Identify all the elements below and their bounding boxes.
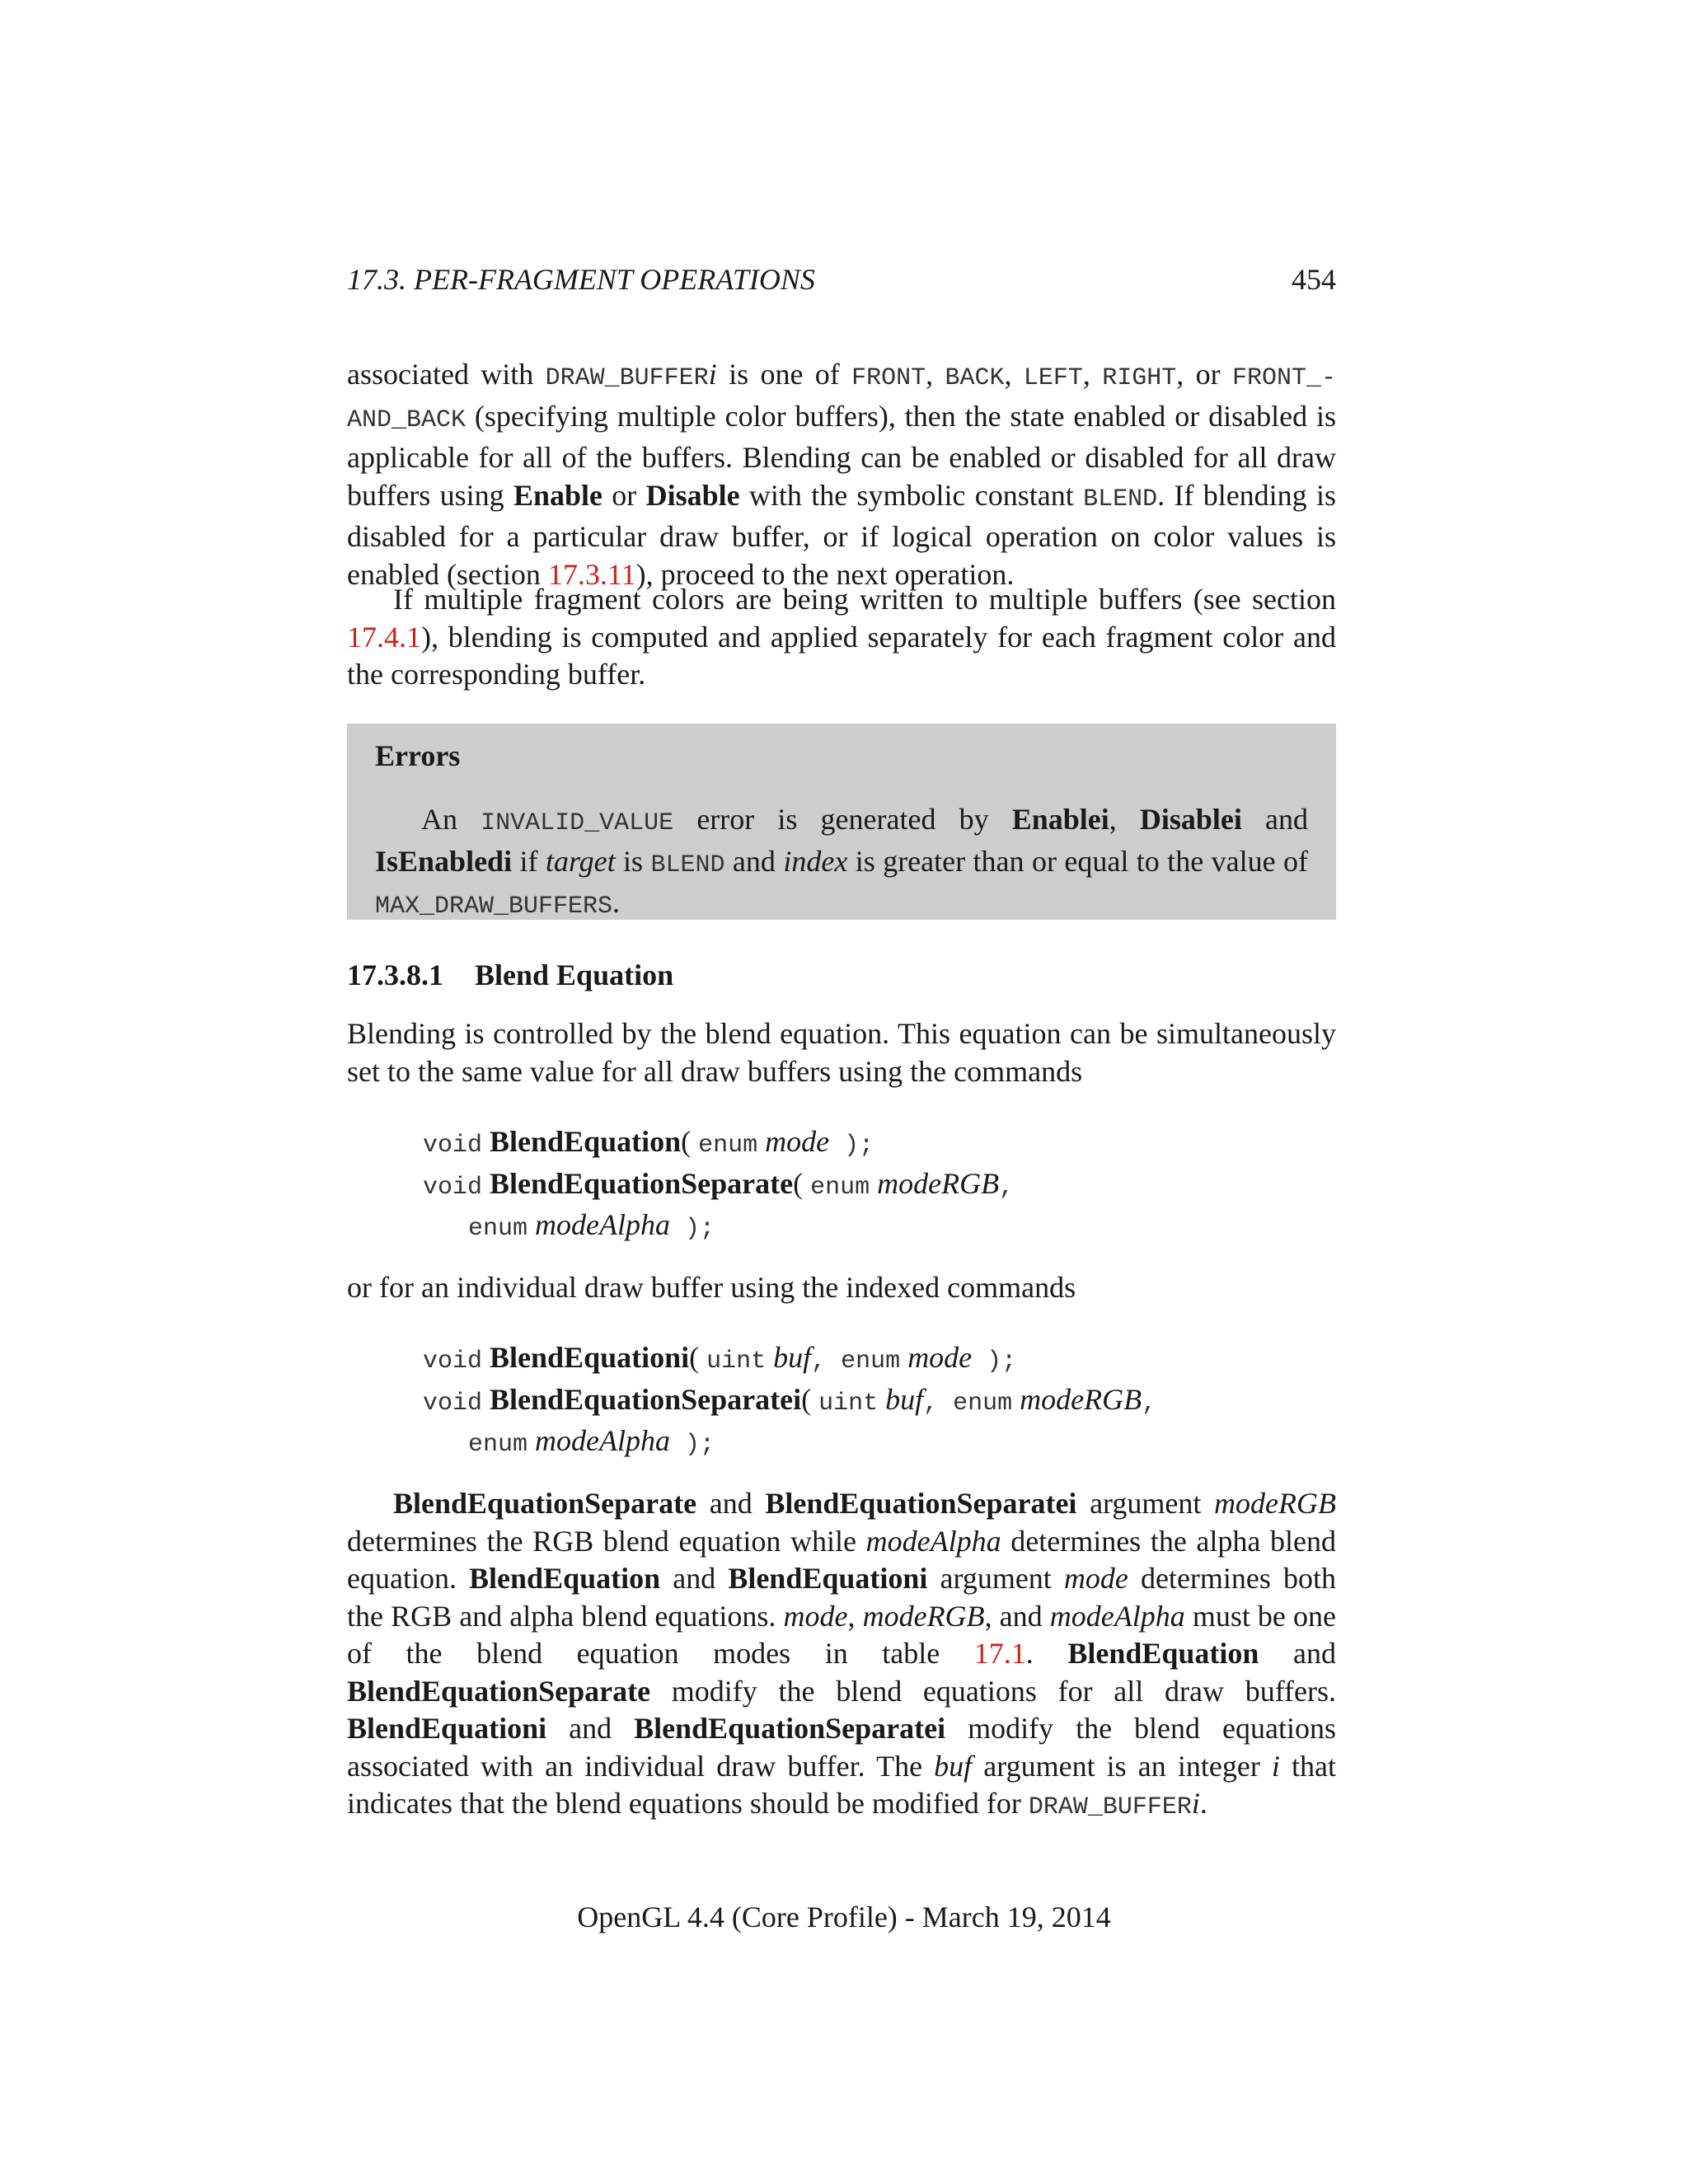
section-title: Blend Equation [475, 958, 674, 991]
code-line: void BlendEquationSeparatei( uint buf, enum modeRGB, [423, 1382, 1157, 1418]
paragraph-blend-equation-args: BlendEquationSeparate and BlendEquationSeparatei argument modeRGB determines the RGB blend equation while modeAlpha determines the alpha blend equation. BlendEquation and BlendEquationi argument mode determines both the RGB and alpha blend equations. mode, modeRGB, and modeAlpha must be one of the blend equation modes in table 17.1. BlendEquation and BlendEquationSeparate modify the blend equations for all draw buffers. BlendEquationi and BlendEquationSeparatei modify the blend equations associated with an individual draw buffer. The buf argument is an integer i that indicates that the blend equations should be modified for DRAW_BUFFERi. [347, 1487, 1337, 1821]
paragraph-blending-state: associated with DRAW_BUFFERi is one of FRONT, BACK, LEFT, RIGHT, or FRONT_-AND_BACK (specifying multiple color buffers), then the state enabled or disabled is applicable for all of the buffers. Blending can be enabled or disabled for all draw buffers using Enable or Disable with the symbolic constant BLEND. If blending is disabled for a particular draw buffer, or if logical operation on color values is enabled (section 17.3.11), proceed to the next operation. [347, 358, 1336, 591]
running-header [347, 262, 1336, 297]
code-block-indexed-commands [423, 1339, 1156, 1465]
paragraph-indexed-intro: or for an individual draw buffer using the indexed commands [347, 1271, 1076, 1304]
code-line: void BlendEquationi( uint buf, enum mode ); [423, 1341, 1017, 1376]
paragraph-multiple-buffers: If multiple fragment colors are being written to multiple buffers (see section 17.4.1), blending is computed and applied separately for each fragment color and the corresponding buffer. [347, 583, 1336, 691]
code-line: enum modeAlpha ); [468, 1424, 715, 1459]
errors-title: Errors [375, 739, 461, 772]
errors-box [347, 724, 1336, 920]
section-link[interactable]: 17.4.1 [347, 620, 421, 654]
page-footer: OpenGL 4.4 (Core Profile) - March 19, 2014 [577, 1900, 1111, 1933]
code-block-commands [423, 1123, 1014, 1249]
code-line: enum modeAlpha ); [468, 1208, 715, 1243]
paragraph-blend-intro: Blending is controlled by the blend equation. This equation can be simultaneously set to the same value for all draw buffers using the commands [347, 1017, 1336, 1088]
code-line: void BlendEquation( enum mode ); [423, 1125, 874, 1160]
page-number: 454 [1292, 263, 1336, 296]
errors-text: An INVALID_VALUE error is generated by Enablei, Disablei and IsEnabledi if target is BLEND and index is greater than or equal to the value of MAX_DRAW_BUFFERS. [375, 803, 1309, 921]
section-number: 17.3.8.1 [347, 958, 443, 991]
section-heading [347, 958, 673, 992]
section-link[interactable]: 17.3.11 [547, 557, 636, 591]
table-link[interactable]: 17.1 [973, 1637, 1026, 1670]
code-line: void BlendEquationSeparate( enum modeRGB, [423, 1166, 1015, 1202]
section-header: 17.3. PER-FRAGMENT OPERATIONS [347, 263, 815, 296]
